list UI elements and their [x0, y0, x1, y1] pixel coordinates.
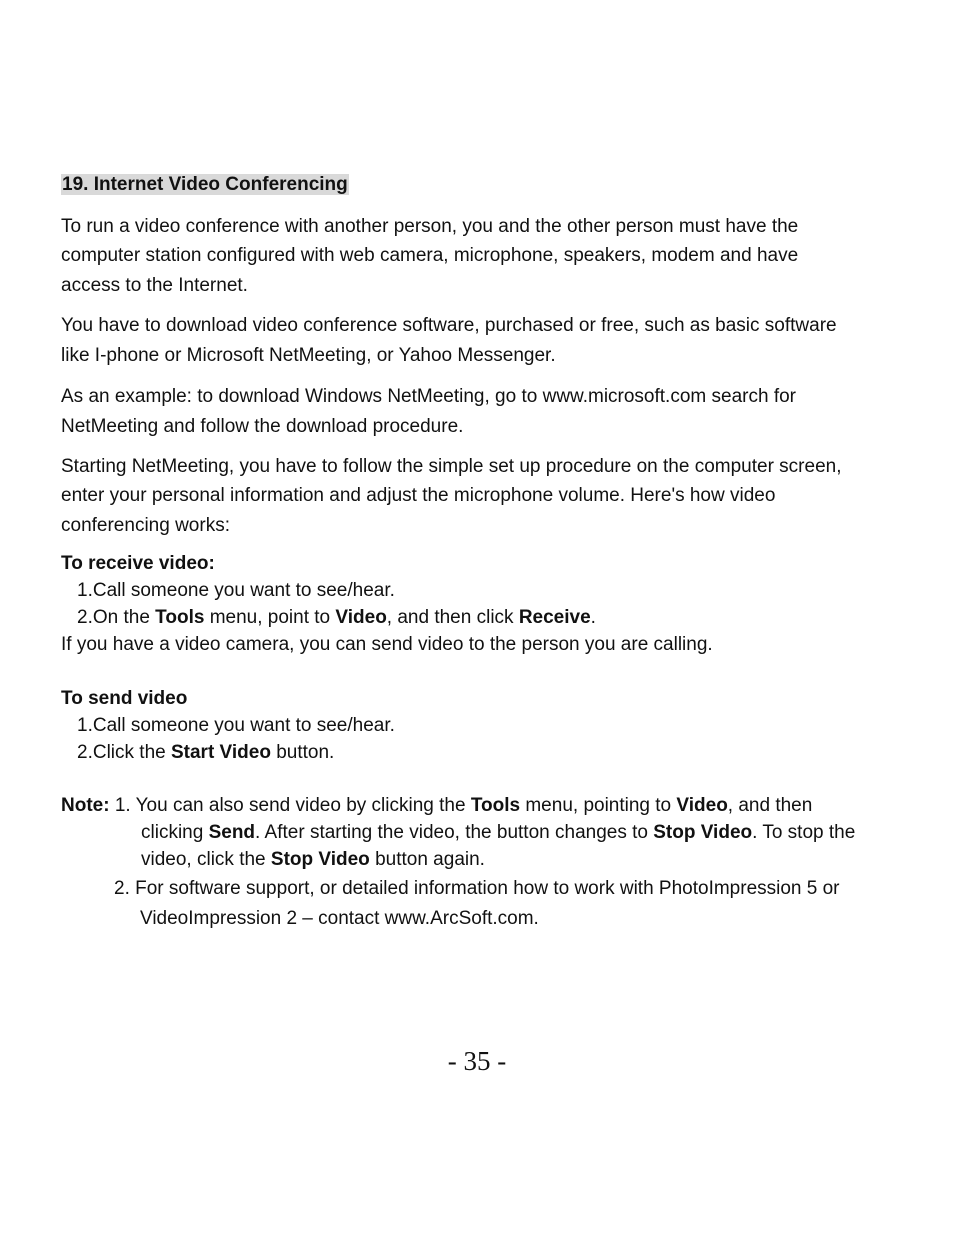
note-line: video, click the Stop Video button again.	[141, 849, 485, 870]
paragraph-line: like I-phone or Microsoft NetMeeting, or Yahoo Messenger.	[61, 345, 556, 366]
paragraph-line: To run a video conference with another person, you and the other person must have the	[61, 216, 799, 237]
send-step-1: 1.Call someone you want to see/hear.	[77, 715, 395, 736]
note-line: VideoImpression 2 – contact www.ArcSoft.com.	[140, 908, 539, 929]
receive-note: If you have a video camera, you can send video to the person you are calling.	[61, 634, 713, 655]
note-line: 2. For software support, or detailed information how to work with PhotoImpression 5 or	[114, 878, 840, 899]
page-number: - 35 -	[447, 1046, 507, 1076]
paragraph-line: NetMeeting and follow the download procedure.	[61, 416, 464, 437]
paragraph-line: access to the Internet.	[61, 275, 248, 296]
paragraph-line: enter your personal information and adjust the microphone volume. Here's how video	[61, 485, 776, 506]
send-step-2: 2.Click the Start Video button.	[77, 742, 335, 763]
receive-step-1: 1.Call someone you want to see/hear.	[77, 580, 395, 601]
paragraph-line: computer station configured with web camera, microphone, speakers, modem and have	[61, 245, 799, 266]
paragraph-line: Starting NetMeeting, you have to follow the simple set up procedure on the computer screen,	[61, 456, 842, 477]
paragraph-line: You have to download video conference software, purchased or free, such as basic software	[61, 315, 837, 336]
note-line: Note: 1. You can also send video by clicking the Tools menu, pointing to Video, and then	[61, 795, 813, 816]
paragraph-line: As an example: to download Windows NetMeeting, go to www.microsoft.com search for	[61, 386, 796, 407]
section-heading: 19. Internet Video Conferencing	[62, 174, 348, 195]
receive-step-2: 2.On the Tools menu, point to Video, and then click Receive.	[77, 607, 596, 628]
send-heading: To send video	[61, 688, 188, 709]
paragraph-line: conferencing works:	[61, 515, 230, 536]
receive-heading: To receive video:	[61, 553, 215, 574]
note-line: clicking Send. After starting the video, the button changes to Stop Video. To stop the	[141, 822, 856, 843]
